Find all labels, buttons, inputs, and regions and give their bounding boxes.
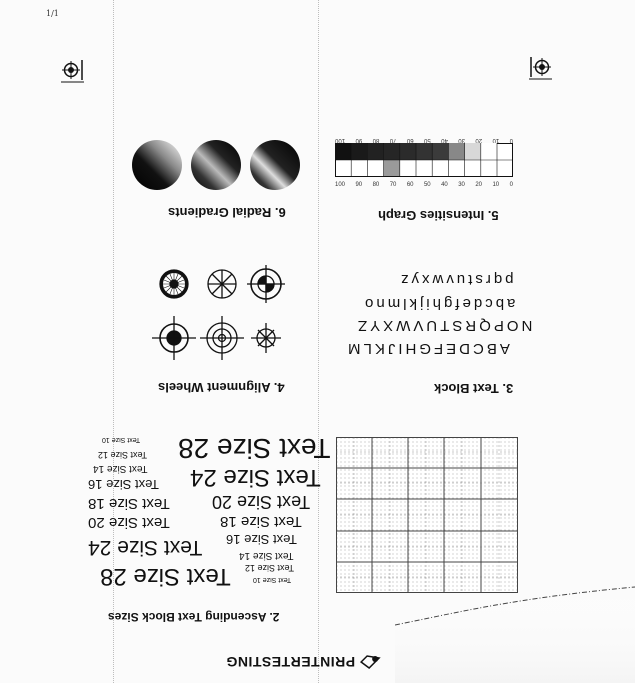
text-size-16: Text Size 16	[88, 477, 159, 492]
text-block-lower-2: pqrstuvwxyz	[398, 271, 514, 288]
text-size-18: Text Size 18	[220, 513, 302, 530]
brand-name: PRINTERTESTING	[226, 654, 356, 670]
alignment-wheels	[150, 262, 300, 366]
wheel-cross-icon	[251, 323, 281, 353]
intensity-graph	[335, 137, 513, 188]
radial-heading: 6. Radial Gradients	[168, 205, 286, 220]
text-size-28: Text Size 28	[178, 433, 331, 464]
page-number: 1/1	[46, 9, 59, 18]
radial-circle	[191, 140, 241, 190]
wheel-quadrant-icon	[247, 265, 285, 303]
dot-grid-pattern	[336, 437, 518, 593]
intensity-axis-top: 0 10 20 30 40 50 60 70 80 90 100	[335, 137, 513, 143]
ascending-heading: 2. Ascending Text Block Sizes	[108, 610, 280, 624]
text-size-12: Text Size 12	[98, 450, 148, 460]
wheel-crosshair-dot-icon	[152, 316, 196, 360]
registration-mark-icon	[527, 55, 553, 81]
intensities-heading: 5. Intensities Graph	[378, 208, 499, 223]
fold-line-center	[318, 0, 319, 683]
text-block-upper-2: NOPQRSTUVWXYZ	[355, 317, 533, 334]
text-size-16: Text Size 16	[226, 532, 297, 547]
wheel-target-icon	[200, 316, 244, 360]
radial-gradient-circles	[130, 134, 302, 196]
text-block-heading: 3. Text Block	[434, 381, 514, 396]
text-size-12: Text Size 12	[245, 563, 295, 573]
intensity-axis-bottom: 100 90 80 70 60 50 40 30 20 10 0	[335, 182, 513, 188]
text-size-28: Text Size 28	[100, 563, 231, 590]
text-size-20: Text Size 20	[88, 514, 170, 531]
scan-edge-shading	[395, 573, 635, 683]
brand-logo	[226, 654, 381, 670]
text-size-10: Text Size 10	[253, 576, 292, 583]
text-block-upper-1: ABCDEFGHIJKLM	[345, 340, 510, 357]
text-size-14: Text Size 14	[93, 463, 148, 474]
wheel-spokes-icon	[208, 270, 236, 298]
radial-circle	[250, 140, 300, 190]
registration-mark-icon	[60, 58, 86, 84]
text-size-14: Text Size 14	[239, 550, 294, 561]
radial-circle	[132, 140, 182, 190]
text-block-lower-1: abcdefghijklmno	[362, 295, 516, 312]
text-size-24: Text Size 24	[88, 536, 203, 559]
text-size-18: Text Size 18	[88, 495, 170, 512]
text-size-24: Text Size 24	[190, 464, 321, 491]
wheel-starburst-icon	[160, 270, 188, 298]
intensity-bars	[335, 143, 513, 177]
alignment-heading: 4. Alignment Wheels	[158, 380, 285, 395]
printer-logo-icon	[359, 654, 381, 670]
text-size-20: Text Size 20	[212, 492, 311, 512]
text-size-10: Text Size 10	[102, 436, 141, 443]
